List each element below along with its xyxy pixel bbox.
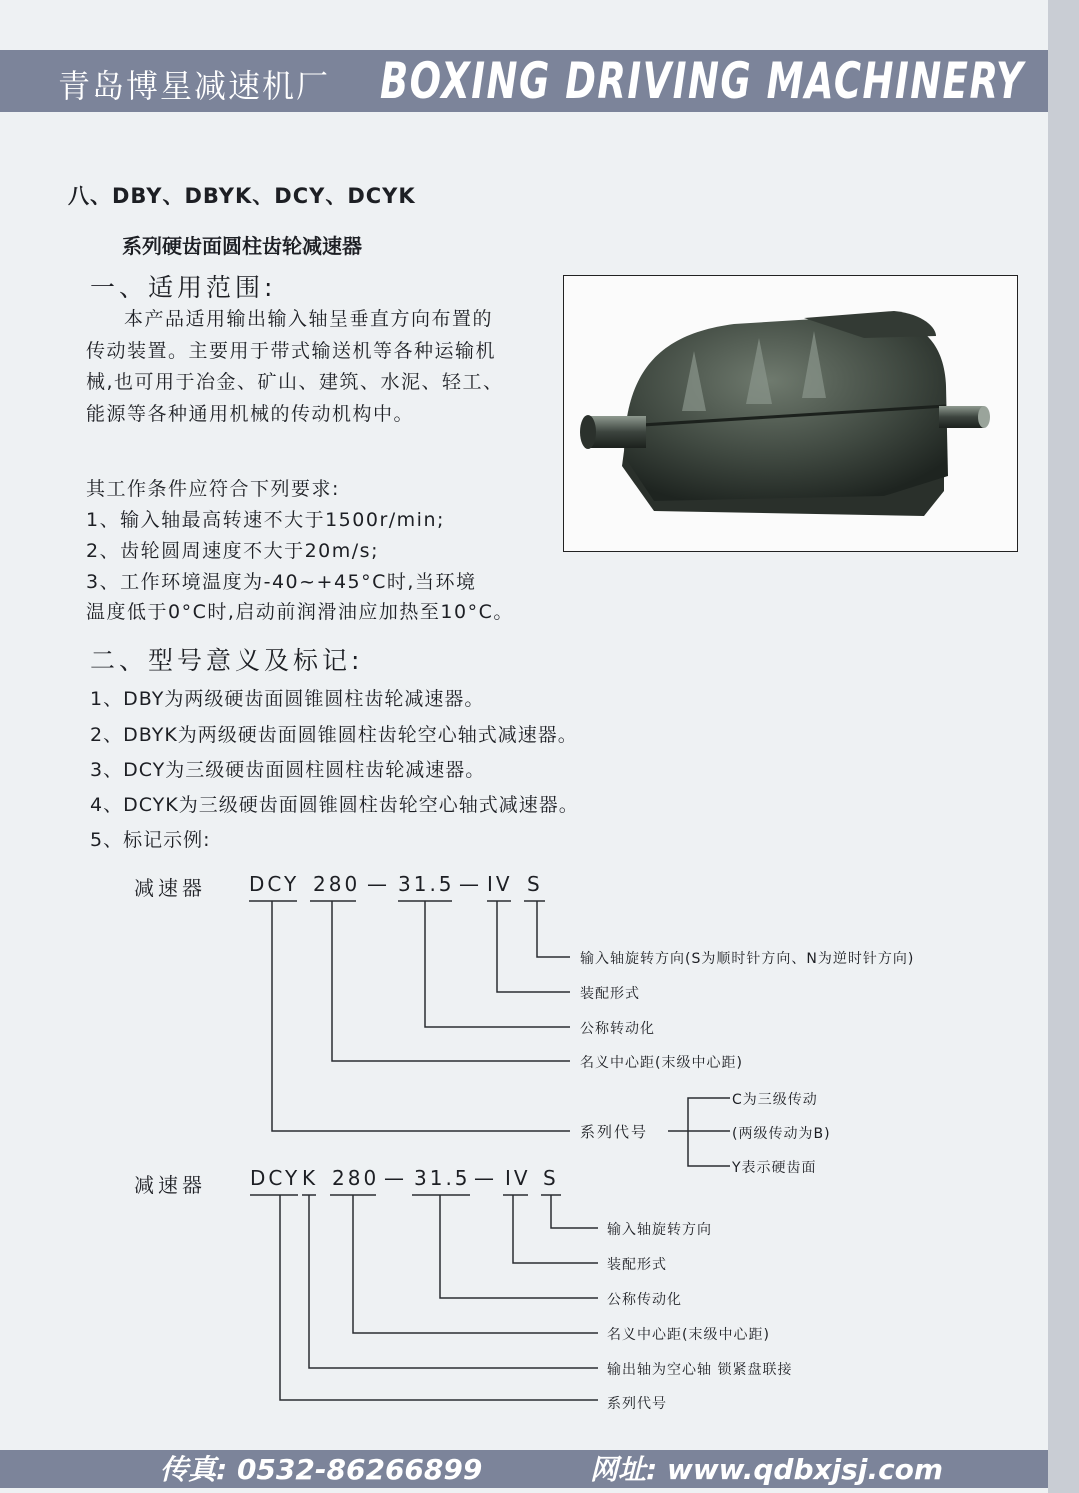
example2-ann-hollow: 输出轴为空心轴 锁紧盘联接 [607, 1362, 793, 1378]
example1-ann-rotation: 输入轴旋转方向(S为顺时针方向、N为逆时针方向) [580, 951, 915, 967]
model-item-3: 3、DCY为三级硬齿面圆柱圆柱齿轮减速器。 [90, 759, 486, 781]
condition-2: 2、齿轮圆周速度不大于20m/s; [86, 540, 379, 562]
example2-ann-rotation: 输入轴旋转方向 [607, 1222, 712, 1238]
models-heading: 二、型号意义及标记: [90, 646, 364, 675]
example2-hollow: K [302, 1166, 319, 1190]
series-note-1: C为三级传动 [732, 1092, 818, 1108]
model-item-2: 2、DBYK为两级硬齿面圆锥圆柱齿轮空心轴式减速器。 [90, 724, 578, 746]
model-item-4: 4、DCYK为三级硬齿面圆锥圆柱齿轮空心轴式减速器。 [90, 794, 579, 816]
example2-center: 280 [332, 1166, 380, 1190]
example1-dash2: — [459, 872, 482, 896]
series-note-2: (两级传动为B) [732, 1126, 831, 1142]
example1-assembly: IV [487, 872, 513, 896]
example1-ann-series: 系列代号 [580, 1123, 649, 1141]
example1-ann-center: 名义中心距(末级中心距) [580, 1055, 743, 1071]
example1-label: 减速器 [134, 876, 206, 900]
company-name-en: BOXING DRIVING MACHINERY [380, 52, 1025, 110]
conditions-heading: 其工作条件应符合下列要求: [86, 478, 340, 500]
example1-ratio: 31.5 [398, 872, 455, 896]
example2-dash2: — [474, 1166, 497, 1190]
scope-intro-text: 本产品适用输出输入轴呈垂直方向布置的传动装置。主要用于带式输送机等各种运输机械,也可用于冶金、矿山、建筑、水泥、轻工、能源等各种通用机械的传动机构中。 [86, 308, 504, 425]
company-name-cn: 青岛博星减速机厂 [58, 67, 331, 105]
example1-series: DCY [249, 872, 300, 896]
example2-label: 减速器 [134, 1173, 206, 1197]
example2-rotation: S [543, 1166, 559, 1190]
example2-ann-ratio: 公称传动化 [607, 1292, 682, 1308]
footer-website: 网址: www.qdbxjsj.com [590, 1453, 944, 1486]
example2-ann-center: 名义中心距(末级中心距) [607, 1327, 770, 1343]
section-subtitle: 系列硬齿面圆柱齿轮减速器 [122, 234, 362, 258]
series-note-3: Y表示硬齿面 [732, 1160, 817, 1176]
section-title: 八、DBY、DBYK、DCY、DCYK [68, 184, 416, 208]
scope-heading: 一、适用范围: [90, 273, 277, 302]
example1-rotation: S [527, 872, 543, 896]
model-item-5: 5、标记示例: [90, 829, 211, 851]
example2-ann-assembly: 装配形式 [607, 1257, 667, 1273]
example2-ann-series: 系列代号 [607, 1396, 667, 1412]
condition-3-cont: 温度低于0°C时,启动前润滑油应加热至10°C。 [86, 601, 514, 623]
example2-series: DCY [250, 1166, 301, 1190]
example1-center: 280 [313, 872, 361, 896]
example1-ann-assembly: 装配形式 [580, 986, 640, 1002]
condition-3: 3、工作环境温度为-40~+45°C时,当环境 [86, 571, 477, 593]
example2-ratio: 31.5 [414, 1166, 471, 1190]
model-item-1: 1、DBY为两级硬齿面圆锥圆柱齿轮减速器。 [90, 688, 485, 710]
condition-1: 1、输入轴最高转速不大于1500r/min; [86, 509, 445, 531]
footer-fax: 传真: 0532-86266899 [160, 1453, 483, 1486]
example2-assembly: IV [505, 1166, 531, 1190]
example1-ann-ratio: 公称转动化 [580, 1021, 655, 1037]
example1-dash1: — [367, 872, 390, 896]
example2-dash1: — [384, 1166, 407, 1190]
